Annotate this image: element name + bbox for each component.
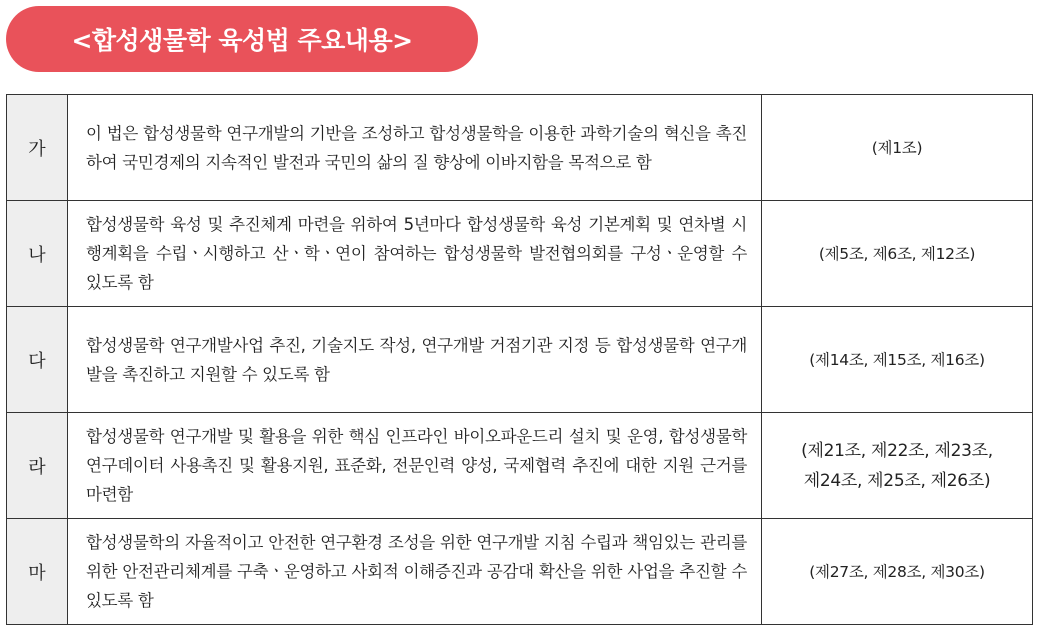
row-label: 가 <box>7 95 68 201</box>
table-row <box>7 201 1033 307</box>
table-row <box>7 519 1033 625</box>
row-reference <box>762 95 1033 201</box>
row-description: 합성생물학의 자율적이고 안전한 연구환경 조성을 위한 연구개발 지침 수립과 책임있는 관리를 위한 안전관리체계를 구축ㆍ운영하고 사회적 이해증진과 공감대 확산을 위한 사업을 추진할 수 있도록 함 <box>68 519 762 625</box>
row-reference <box>762 201 1033 307</box>
row-label: 마 <box>7 519 68 625</box>
row-reference <box>762 413 1033 519</box>
reference-line: (제5조, 제6조, 제12조) <box>818 244 976 263</box>
row-label: 나 <box>7 201 68 307</box>
table-row <box>7 307 1033 413</box>
page-title: <합성생물학 육성법 주요내용> <box>6 6 478 72</box>
table-row <box>7 413 1033 519</box>
reference-line: (제27조, 제28조, 제30조) <box>809 562 985 581</box>
row-label: 다 <box>7 307 68 413</box>
table-row <box>7 95 1033 201</box>
reference-line: 제24조, 제25조, 제26조) <box>803 470 991 491</box>
row-description: 합성생물학 연구개발사업 추진, 기술지도 작성, 연구개발 거점기관 지정 등 합성생물학 연구개발을 촉진하고 지원할 수 있도록 함 <box>68 307 762 413</box>
row-label: 라 <box>7 413 68 519</box>
row-description: 합성생물학 연구개발 및 활용을 위한 핵심 인프라인 바이오파운드리 설치 및 운영, 합성생물학 연구데이터 사용촉진 및 활용지원, 표준화, 전문인력 양성, 국제협력 추진에 대한 지원 근거를 마련함 <box>68 413 762 519</box>
reference-line: (제14조, 제15조, 제16조) <box>809 350 985 369</box>
row-description: 합성생물학 육성 및 추진체계 마련을 위하여 5년마다 합성생물학 육성 기본계획 및 연차별 시행계획을 수립ㆍ시행하고 산ㆍ학ㆍ연이 참여하는 합성생물학 발전협의회를 구성ㆍ운영할 수 있도록 함 <box>68 201 762 307</box>
reference-line: (제1조) <box>871 138 923 157</box>
row-reference <box>762 307 1033 413</box>
row-description: 이 법은 합성생물학 연구개발의 기반을 조성하고 합성생물학을 이용한 과학기술의 혁신을 촉진하여 국민경제의 지속적인 발전과 국민의 삶의 질 향상에 이바지함을 목적으로 함 <box>68 95 762 201</box>
summary-table <box>6 94 1033 625</box>
reference-line: (제21조, 제22조, 제23조, <box>801 440 993 461</box>
row-reference <box>762 519 1033 625</box>
